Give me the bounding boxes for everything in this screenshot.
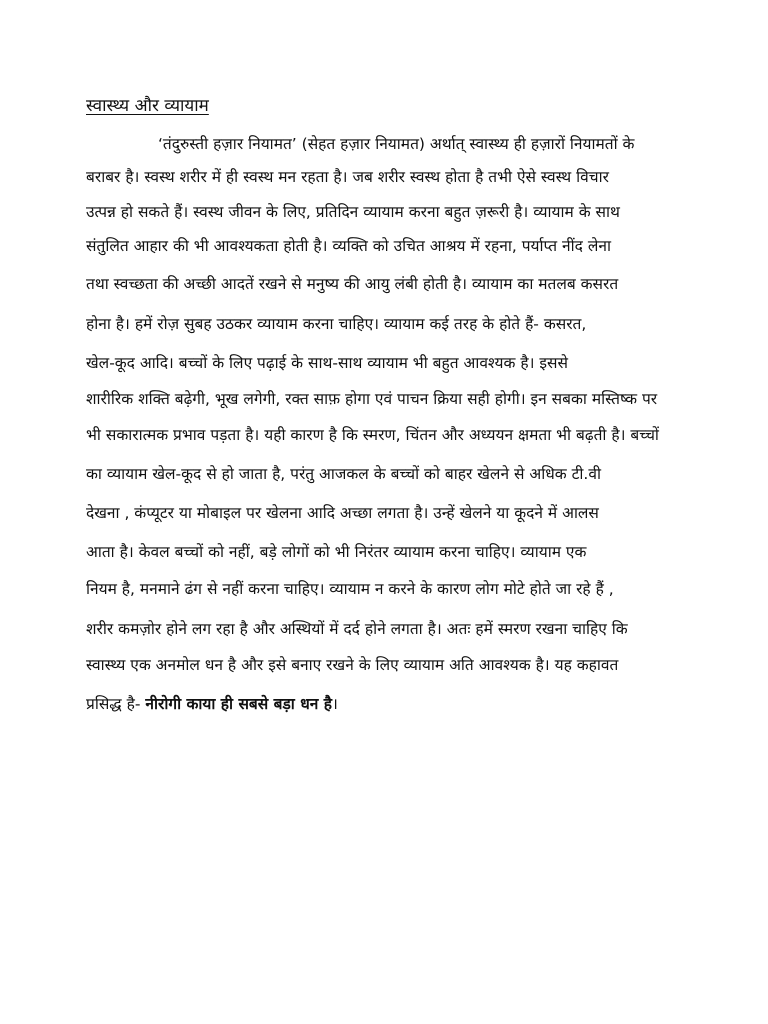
- paragraph-line-1: ‘तंदुरुस्ती हज़ार नियामत’ (सेहत हज़ार नियामत) अर्थात् स्वास्थ्य ही हज़ारों नियामतों के: [158, 135, 635, 153]
- paragraph-line-3: उत्पन्न हो सकते हैं। स्वस्थ जीवन के लिए, प्रतिदिन व्यायाम करना बहुत ज़रूरी है। व्यायाम के साथ: [86, 203, 620, 221]
- paragraph-line-6: होना है। हमें रोज़ सुबह उठकर व्यायाम करना चाहिए। व्यायाम कई तरह के होते हैं- कसरत,: [86, 315, 587, 333]
- last-line-prefix: प्रसिद्ध है-: [86, 695, 146, 713]
- paragraph-line-2: बराबर है। स्वस्थ शरीर में ही स्वस्थ मन रहता है। जब शरीर स्वस्थ होता है तभी ऐसे स्वस्थ विचार: [86, 168, 609, 186]
- paragraph-line-8: शारीरिक शक्ति बढ़ेगी, भूख लगेगी, रक्त साफ़ होगा एवं पाचन क्रिया सही होगी। इन सबका मस्तिष्क पर: [86, 390, 658, 408]
- paragraph-line-5: तथा स्वच्छता की अच्छी आदतें रखने से मनुष्य की आयु लंबी होती है। व्यायाम का मतलब कसरत: [86, 275, 619, 293]
- proverb-bold-text: नीरोगी काया ही सबसे बड़ा धन है: [145, 695, 332, 713]
- paragraph-line-9: भी सकारात्मक प्रभाव पड़ता है। यही कारण है कि स्मरण, चिंतन और अध्ययन क्षमता भी बढ़ती है। बच्चों: [86, 426, 659, 444]
- paragraph-line-10: का व्यायाम खेल-कूद से हो जाता है, परंतु आजकल के बच्चों को बाहर खेलने से अधिक टी.वी: [86, 465, 601, 483]
- last-line-suffix: ।: [331, 695, 338, 713]
- paragraph-line-16: [86, 693, 338, 715]
- page-title: स्वास्थ्य और व्यायाम: [86, 96, 209, 116]
- paragraph-line-15: स्वास्थ्य एक अनमोल धन है और इसे बनाए रखने के लिए व्यायाम अति आवश्यक है। यह कहावत: [86, 656, 619, 674]
- paragraph-line-13: नियम है, मनमाने ढंग से नहीं करना चाहिए। व्यायाम न करने के कारण लोग मोटे होते जा रहे हैं ,: [86, 580, 614, 598]
- paragraph-line-7: खेल-कूद आदि। बच्चों के लिए पढ़ाई के साथ-साथ व्यायाम भी बहुत आवश्यक है। इससे: [86, 354, 568, 372]
- paragraph-line-14: शरीर कमज़ोर होने लग रहा है और अस्थियों में दर्द होने लगता है। अतः हमें स्मरण रखना चाहिए कि: [86, 620, 628, 638]
- paragraph-line-4: संतुलित आहार की भी आवश्यकता होती है। व्यक्ति को उचित आश्रय में रहना, पर्याप्त नींद लेना: [86, 237, 611, 255]
- paragraph-line-11: देखना , कंप्यूटर या मोबाइल पर खेलना आदि अच्छा लगता है। उन्हें खेलने या कूदने में आलस: [86, 504, 599, 522]
- paragraph-line-12: आता है। केवल बच्चों को नहीं, बड़े लोगों को भी निरंतर व्यायाम करना चाहिए। व्यायाम एक: [86, 543, 587, 561]
